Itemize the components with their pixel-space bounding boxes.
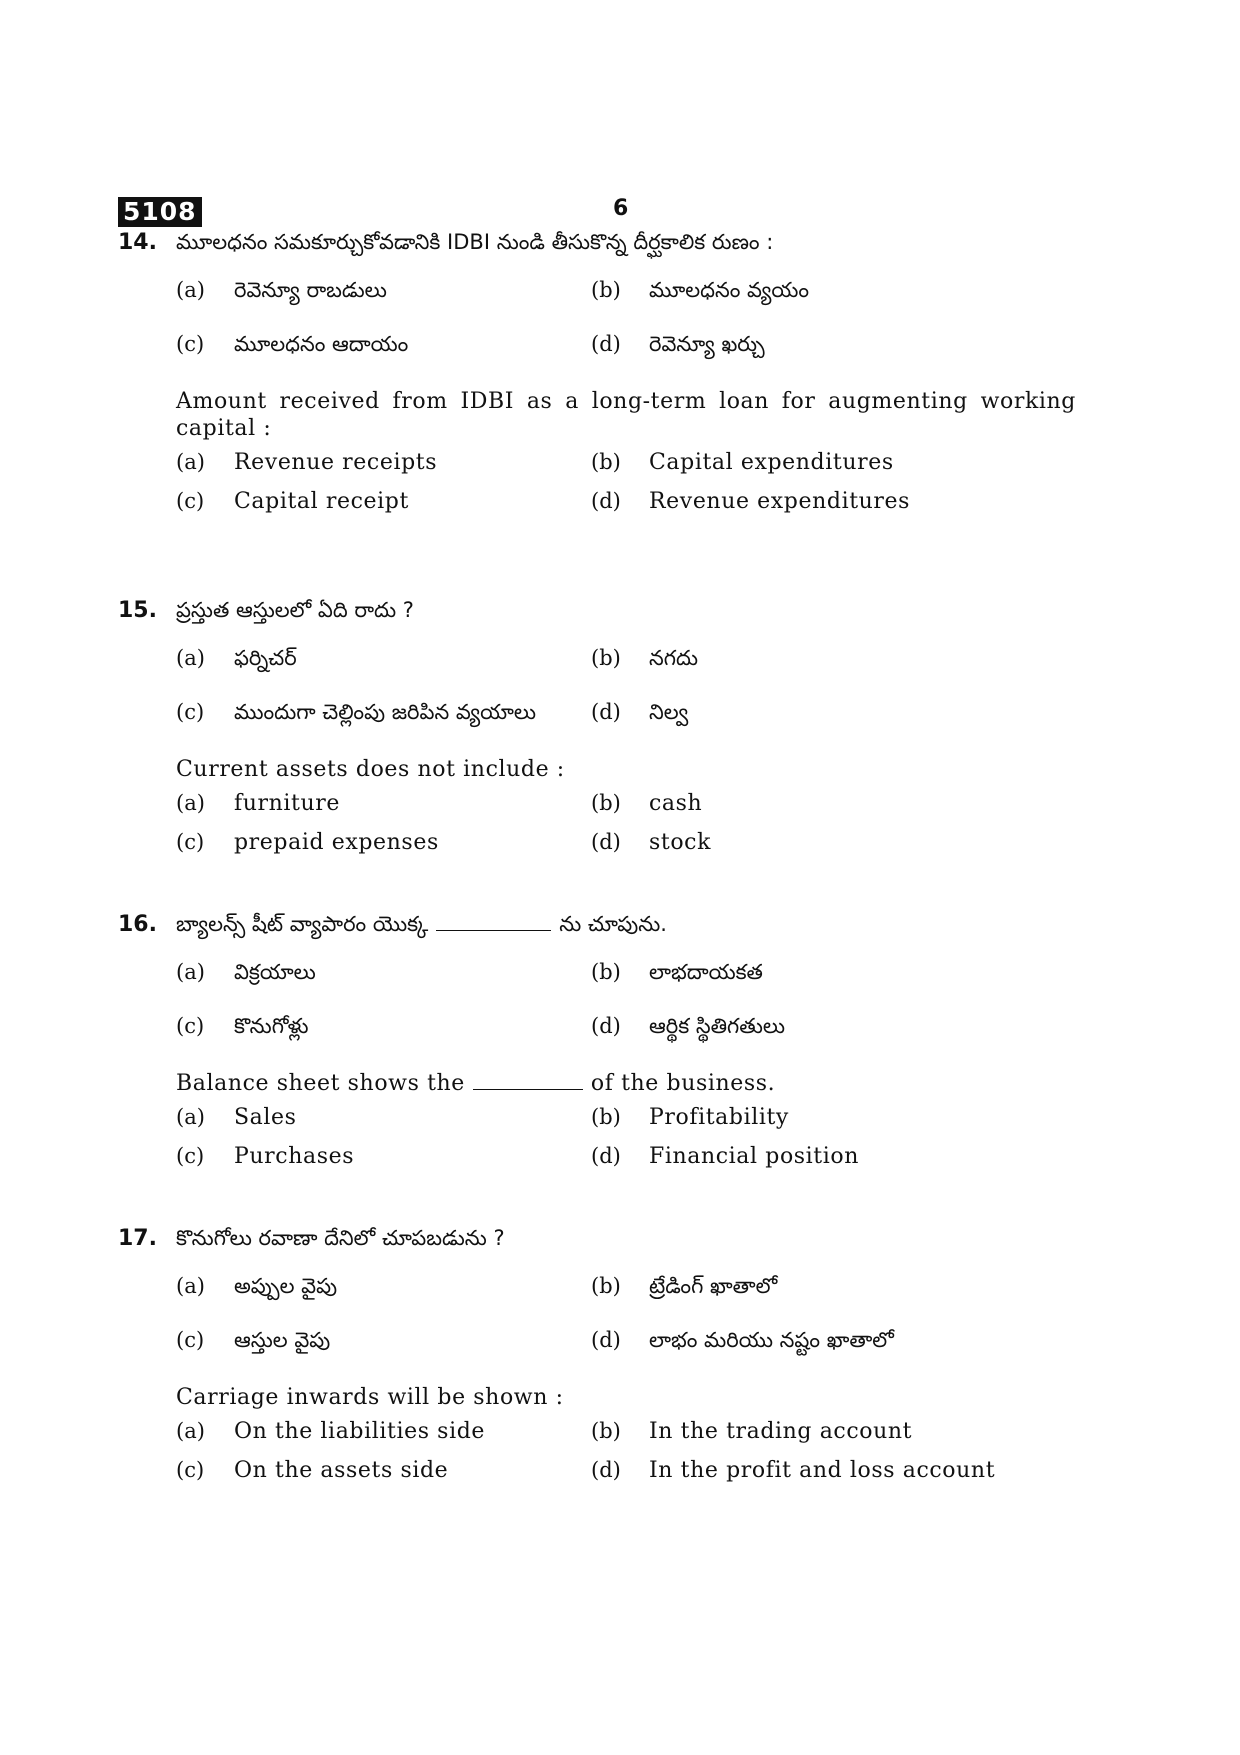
option-c-english: (c) prepaid expenses (176, 830, 439, 855)
option-d-telugu: (d) ఆర్థిక స్థితిగతులు (591, 1014, 786, 1038)
option-b-telugu: (b) ట్రేడింగ్ ఖాతాలో (591, 1274, 778, 1298)
option-d-english: (d) Revenue expenditures (591, 489, 911, 514)
question-number: 14. (118, 230, 157, 255)
option-d-english: (d) stock (591, 830, 712, 855)
option-a-english: (a) furniture (176, 791, 340, 816)
fill-in-blank (436, 912, 551, 931)
question-stem-english: Carriage inwards will be shown : (176, 1385, 564, 1410)
option-d-telugu: (d) రెవెన్యూ ఖర్చు (591, 332, 765, 356)
option-a-english: (a) Revenue receipts (176, 450, 438, 475)
question-14 (118, 230, 1078, 528)
question-17 (118, 1226, 1078, 1497)
option-a-telugu: (a) అప్పుల వైపు (176, 1274, 338, 1298)
question-stem-telugu: మూలధనం సమకూర్చుకోవడానికి IDBI నుండి తీసుకొన్న దీర్ఘకాలిక రుణం : (176, 230, 774, 254)
option-d-english: (d) In the profit and loss account (591, 1458, 996, 1483)
paper-code-badge: 5108 (118, 197, 202, 227)
option-c-telugu: (c) మూలధనం ఆదాయం (176, 332, 409, 356)
question-number: 15. (118, 598, 157, 623)
option-c-telugu: (c) ముందుగా చెల్లింపు జరిపిన వ్యయాలు (176, 700, 537, 724)
question-number: 16. (118, 912, 157, 937)
question-stem-telugu: ప్రస్తుత ఆస్తులలో ఏది రాదు ? (176, 598, 414, 622)
question-stem-telugu: కొనుగోలు రవాణా దేనిలో చూపబడును ? (176, 1226, 505, 1250)
option-c-english: (c) On the assets side (176, 1458, 449, 1483)
page-number: 6 (613, 196, 629, 221)
option-c-english: (c) Capital receipt (176, 489, 409, 514)
option-a-english: (a) Sales (176, 1105, 297, 1130)
question-stem-telugu: బ్యాలన్స్ షీట్ వ్యాపారం యొక్క ను చూపును. (176, 912, 667, 936)
option-c-english: (c) Purchases (176, 1144, 355, 1169)
option-a-telugu: (a) ఫర్నిచర్ (176, 646, 297, 670)
option-b-telugu: (b) నగదు (591, 646, 699, 670)
option-b-telugu: (b) మూలధనం వ్యయం (591, 278, 809, 302)
question-15 (118, 598, 1078, 869)
option-d-telugu: (d) నిల్వ (591, 700, 689, 724)
option-b-telugu: (b) లాభదాయకత (591, 960, 763, 984)
option-b-english: (b) cash (591, 791, 703, 816)
question-stem-english: Amount received from IDBI as a long-term loan for augmenting working capital : (176, 389, 1076, 441)
option-c-telugu: (c) ఆస్తుల వైపు (176, 1328, 331, 1352)
question-number: 17. (118, 1226, 157, 1251)
option-a-telugu: (a) విక్రయాలు (176, 960, 316, 984)
option-b-english: (b) Profitability (591, 1105, 789, 1130)
question-stem-english: Balance sheet shows the of the business. (176, 1071, 776, 1096)
option-a-english: (a) On the liabilities side (176, 1419, 486, 1444)
question-16 (118, 912, 1078, 1183)
option-d-telugu: (d) లాభం మరియు నష్టం ఖాతాలో (591, 1328, 894, 1352)
option-b-english: (b) Capital expenditures (591, 450, 894, 475)
option-a-telugu: (a) రెవెన్యూ రాబడులు (176, 278, 387, 302)
option-d-english: (d) Financial position (591, 1144, 860, 1169)
question-stem-english: Current assets does not include : (176, 757, 565, 782)
option-c-telugu: (c) కొనుగోళ్లు (176, 1014, 309, 1038)
fill-in-blank (473, 1071, 583, 1090)
option-b-english: (b) In the trading account (591, 1419, 913, 1444)
